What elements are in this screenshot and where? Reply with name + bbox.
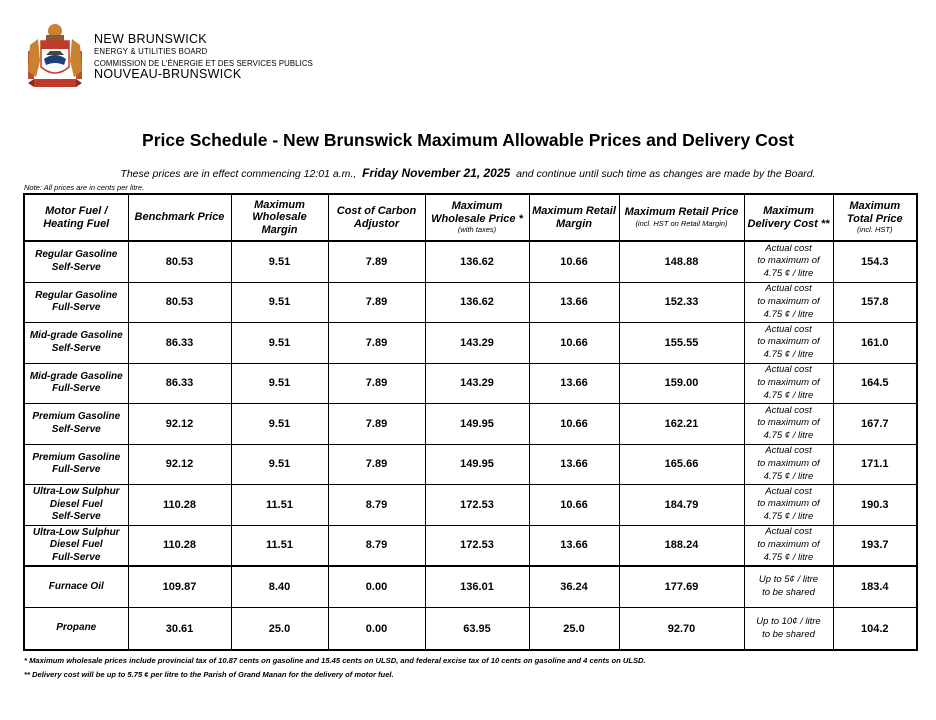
column-header (833, 194, 917, 241)
org-sub-en: ENERGY & UTILITIES BOARD (94, 46, 208, 56)
delivery-line: to maximum of (757, 376, 820, 388)
table-row (24, 282, 917, 323)
carbon-cell: 7.89 (328, 404, 425, 445)
wholesale-price-cell: 143.29 (425, 363, 529, 404)
delivery-line: 4.75 ¢ / litre (763, 470, 814, 482)
benchmark-cell: 86.33 (128, 323, 231, 364)
product-cell (24, 608, 128, 651)
column-header-sub: (incl. HST) (857, 225, 893, 235)
delivery-line: Actual cost (765, 242, 812, 254)
effective-before: These prices are in effect commencing 12:01 a.m., (120, 168, 357, 180)
delivery-cost-cell (744, 282, 833, 323)
column-header-label: Maximum Retail Price (624, 206, 739, 219)
column-header-sub: (incl. HST on Retail Margin) (635, 219, 728, 228)
delivery-line: to maximum of (757, 538, 820, 550)
delivery-cost-cell (744, 608, 833, 651)
product-cell (24, 485, 128, 526)
table-row (24, 444, 917, 485)
product-cell (24, 363, 128, 404)
effective-after: and continue until such time as changes are made by the Board. (516, 168, 816, 180)
column-header-label: Benchmark Price (134, 211, 225, 224)
delivery-line: 4.75 ¢ / litre (763, 308, 814, 320)
column-header (24, 194, 128, 241)
carbon-cell: 7.89 (328, 241, 425, 282)
carbon-cell: 8.79 (328, 485, 425, 526)
delivery-line: to be shared (762, 628, 815, 640)
product-cell (24, 444, 128, 485)
retail-price-cell: 165.66 (619, 444, 744, 485)
retail-margin-cell: 36.24 (529, 566, 619, 608)
delivery-cost-cell (744, 241, 833, 282)
retail-price-cell: 152.33 (619, 282, 744, 323)
product-line: Propane (56, 622, 97, 634)
product-cell (24, 566, 128, 608)
wholesale-price-cell: 63.95 (425, 608, 529, 651)
delivery-line: 4.75 ¢ / litre (763, 389, 814, 401)
column-header-label: Maximum Delivery Cost ** (747, 204, 830, 230)
table-row (24, 323, 917, 364)
product-line: Full-Serve (52, 464, 101, 476)
carbon-cell: 0.00 (328, 566, 425, 608)
wholesale-margin-cell: 9.51 (231, 363, 328, 404)
product-line: Full-Serve (52, 302, 101, 314)
total-price-cell: 183.4 (833, 566, 917, 608)
wholesale-margin-cell: 9.51 (231, 323, 328, 364)
wholesale-margin-cell: 9.51 (231, 404, 328, 445)
wholesale-price-cell: 172.53 (425, 525, 529, 566)
price-table (23, 193, 918, 651)
units-note: Note: All prices are in cents per litre. (24, 183, 145, 192)
wholesale-price-cell: 136.01 (425, 566, 529, 608)
total-price-cell: 104.2 (833, 608, 917, 651)
delivery-line: Actual cost (765, 323, 812, 335)
delivery-line: to maximum of (757, 295, 820, 307)
benchmark-cell: 92.12 (128, 404, 231, 445)
total-price-cell: 154.3 (833, 241, 917, 282)
product-line: Full-Serve (52, 383, 101, 395)
product-line: Mid-grade Gasoline (29, 370, 123, 382)
column-header-sub: (with taxes) (457, 225, 497, 235)
product-cell (24, 241, 128, 282)
column-header (744, 194, 833, 241)
table-row (24, 404, 917, 445)
retail-margin-cell: 13.66 (529, 525, 619, 566)
wholesale-margin-cell: 9.51 (231, 282, 328, 323)
retail-margin-cell: 13.66 (529, 282, 619, 323)
retail-price-cell: 162.21 (619, 404, 744, 445)
product-line: Regular Gasoline (35, 289, 118, 301)
table-row (24, 608, 917, 651)
retail-price-cell: 188.24 (619, 525, 744, 566)
table-row (24, 525, 917, 566)
header (24, 20, 313, 94)
delivery-line: Actual cost (765, 404, 812, 416)
product-cell (24, 404, 128, 445)
column-header-label: Maximum Wholesale Price * (431, 200, 523, 225)
table-row (24, 363, 917, 404)
wholesale-price-cell: 149.95 (425, 404, 529, 445)
delivery-line: 4.75 ¢ / litre (763, 511, 814, 523)
retail-margin-cell: 25.0 (529, 608, 619, 651)
delivery-line: 4.75 ¢ / litre (763, 551, 814, 563)
benchmark-cell: 109.87 (128, 566, 231, 608)
effective-date: Friday November 21, 2025 (362, 166, 511, 180)
wholesale-margin-cell: 9.51 (231, 241, 328, 282)
column-header (529, 194, 619, 241)
coat-of-arms-icon (24, 21, 86, 93)
effective-date-line (0, 166, 936, 180)
delivery-cost-cell (744, 485, 833, 526)
benchmark-cell: 80.53 (128, 282, 231, 323)
delivery-cost-cell (744, 525, 833, 566)
benchmark-cell: 30.61 (128, 608, 231, 651)
product-line: Self-Serve (51, 423, 101, 435)
org-sub-fr: COMMISSION DE L’ÉNERGIE ET DES SERVICES PUBLICS (94, 58, 313, 68)
column-header-label: Maximum Retail Margin (532, 204, 616, 230)
delivery-line: Up to 5¢ / litre (758, 574, 819, 586)
wholesale-margin-cell: 11.51 (231, 485, 328, 526)
column-header-label: Maximum Wholesale Margin (252, 198, 307, 236)
product-cell (24, 282, 128, 323)
benchmark-cell: 110.28 (128, 485, 231, 526)
product-line: Mid-grade Gasoline (29, 330, 123, 342)
product-line: Furnace Oil (48, 580, 104, 592)
retail-margin-cell: 10.66 (529, 323, 619, 364)
delivery-line: Actual cost (765, 364, 812, 376)
benchmark-cell: 110.28 (128, 525, 231, 566)
org-name-fr: NOUVEAU-BRUNSWICK (94, 67, 242, 82)
wholesale-margin-cell: 9.51 (231, 444, 328, 485)
product-line: Self-Serve (51, 261, 101, 273)
carbon-cell: 7.89 (328, 444, 425, 485)
delivery-cost-cell (744, 323, 833, 364)
carbon-cell: 7.89 (328, 363, 425, 404)
total-price-cell: 161.0 (833, 323, 917, 364)
delivery-line: Actual cost (765, 445, 812, 457)
page-title: Price Schedule - New Brunswick Maximum Allowable Prices and Delivery Cost (142, 130, 794, 150)
delivery-line: to maximum of (757, 336, 820, 348)
product-line: Ultra-Low Sulphur (32, 486, 120, 497)
carbon-cell: 8.79 (328, 525, 425, 566)
delivery-line: 4.75 ¢ / litre (763, 430, 814, 442)
wholesale-margin-cell: 8.40 (231, 566, 328, 608)
retail-price-cell: 148.88 (619, 241, 744, 282)
product-line: Regular Gasoline (35, 249, 118, 261)
delivery-cost-cell (744, 444, 833, 485)
retail-margin-cell: 13.66 (529, 444, 619, 485)
retail-margin-cell: 10.66 (529, 241, 619, 282)
wholesale-price-cell: 143.29 (425, 323, 529, 364)
delivery-line: to maximum of (757, 498, 820, 510)
column-header-label: Maximum Total Price (846, 200, 903, 225)
total-price-cell: 171.1 (833, 444, 917, 485)
column-header-label: Motor Fuel / Heating Fuel (43, 204, 110, 230)
wholesale-price-cell: 172.53 (425, 485, 529, 526)
total-price-cell: 157.8 (833, 282, 917, 323)
benchmark-cell: 86.33 (128, 363, 231, 404)
carbon-cell: 0.00 (328, 608, 425, 651)
retail-margin-cell: 10.66 (529, 404, 619, 445)
retail-price-cell: 155.55 (619, 323, 744, 364)
product-line: Self-Serve (51, 342, 101, 354)
delivery-line: to maximum of (757, 417, 820, 429)
wholesale-price-cell: 136.62 (425, 241, 529, 282)
product-line: Ultra-Low Sulphur (32, 526, 120, 538)
table-row (24, 241, 917, 282)
delivery-line: 4.75 ¢ / litre (763, 349, 814, 361)
table-row (24, 566, 917, 608)
delivery-line: Up to 10¢ / litre (756, 615, 821, 627)
retail-price-cell: 92.70 (619, 608, 744, 651)
delivery-line: to maximum of (757, 255, 820, 267)
total-price-cell: 164.5 (833, 363, 917, 404)
table-header-row (24, 194, 917, 241)
wholesale-margin-cell: 25.0 (231, 608, 328, 651)
table-row (24, 485, 917, 526)
product-line: Diesel Fuel (49, 498, 103, 510)
org-name-en: NEW BRUNSWICK (94, 32, 207, 47)
retail-margin-cell: 13.66 (529, 363, 619, 404)
product-line: Full-Serve (52, 551, 101, 563)
product-line: Premium Gasoline (32, 411, 121, 423)
delivery-line: 4.75 ¢ / litre (763, 268, 814, 280)
table-body (24, 241, 917, 650)
column-header (425, 194, 529, 241)
total-price-cell: 193.7 (833, 525, 917, 566)
carbon-cell: 7.89 (328, 323, 425, 364)
product-line: Self-Serve (51, 511, 101, 522)
retail-price-cell: 159.00 (619, 363, 744, 404)
delivery-cost-cell (744, 566, 833, 608)
retail-price-cell: 184.79 (619, 485, 744, 526)
column-header (231, 194, 328, 241)
product-cell (24, 525, 128, 566)
column-header-label: Cost of Carbon Adjustor (336, 204, 417, 230)
wholesale-price-cell: 149.95 (425, 444, 529, 485)
column-header (328, 194, 425, 241)
delivery-line: Actual cost (765, 283, 812, 295)
product-line: Premium Gasoline (32, 451, 121, 463)
delivery-line: to maximum of (757, 457, 820, 469)
organization-name (94, 33, 313, 81)
delivery-cost-cell (744, 404, 833, 445)
product-line: Diesel Fuel (49, 539, 103, 550)
delivery-cost-cell (744, 363, 833, 404)
product-cell (24, 323, 128, 364)
wholesale-price-cell: 136.62 (425, 282, 529, 323)
benchmark-cell: 80.53 (128, 241, 231, 282)
footnote-delivery: ** Delivery cost will be up to 5.75 ¢ per litre to the Parish of Grand Manan for the delivery of motor fuel. (24, 670, 394, 679)
column-header (619, 194, 744, 241)
benchmark-cell: 92.12 (128, 444, 231, 485)
carbon-cell: 7.89 (328, 282, 425, 323)
total-price-cell: 190.3 (833, 485, 917, 526)
footnote-wholesale: * Maximum wholesale prices include provincial tax of 10.87 cents on gasoline and 15.45 cents on ULSD, and federal excise tax of 10 cents on gasoline and 4 cents on ULSD. (24, 656, 646, 665)
delivery-line: Actual cost (765, 526, 812, 538)
column-header (128, 194, 231, 241)
delivery-line: Actual cost (765, 485, 812, 497)
total-price-cell: 167.7 (833, 404, 917, 445)
retail-margin-cell: 10.66 (529, 485, 619, 526)
wholesale-margin-cell: 11.51 (231, 525, 328, 566)
retail-price-cell: 177.69 (619, 566, 744, 608)
delivery-line: to be shared (762, 587, 815, 598)
